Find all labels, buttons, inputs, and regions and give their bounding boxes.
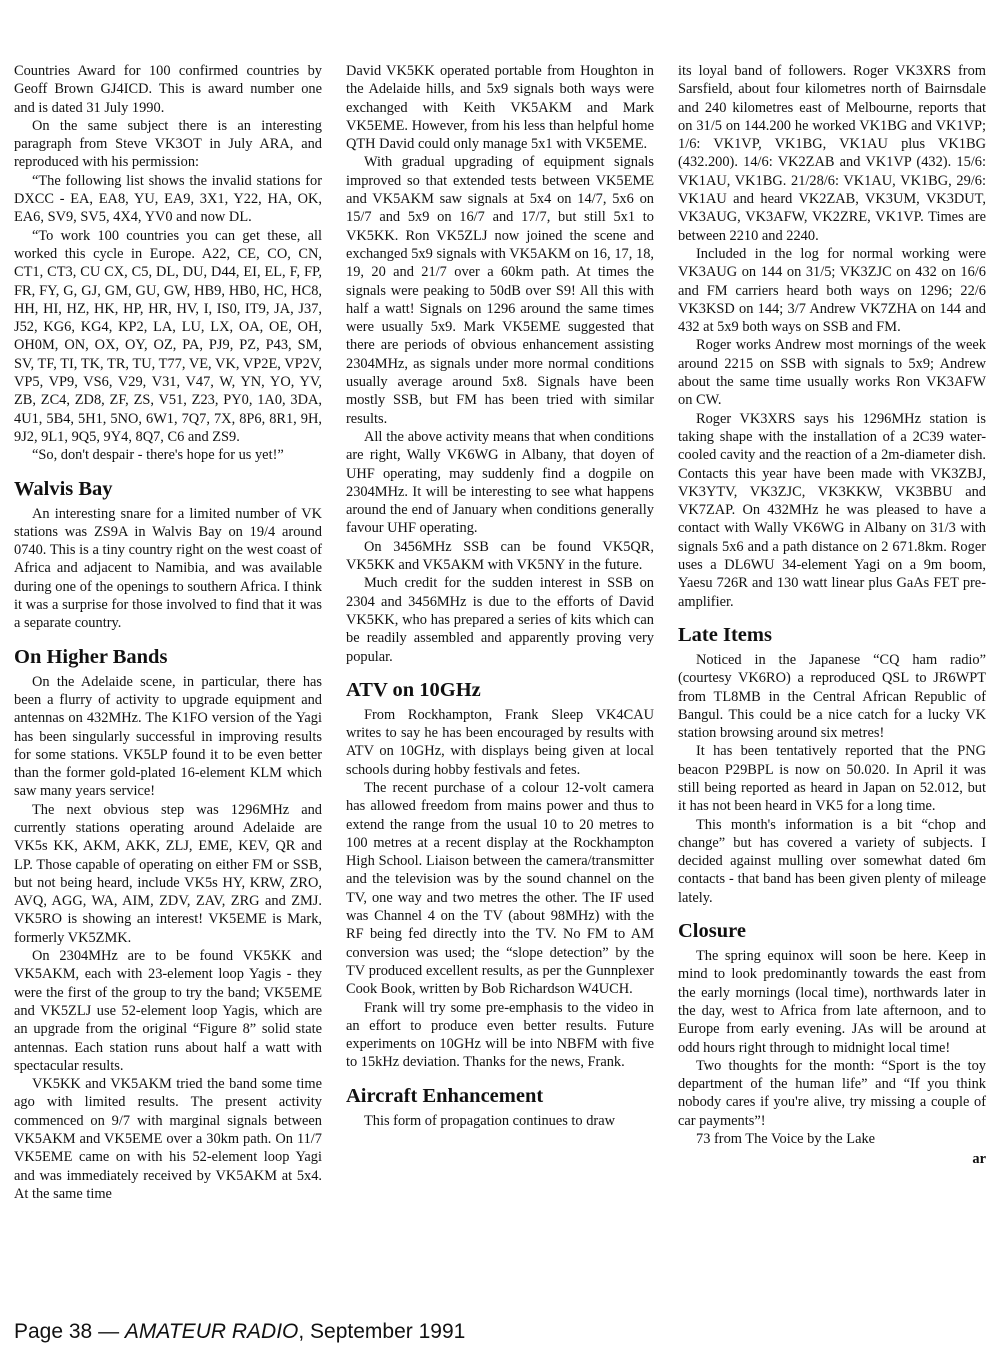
paragraph: Noticed in the Japanese “CQ ham radio” (courtesy VK6RO) a reproduced QSL to JR6WPT from TL8MB in the Central African Republic of Bangul. This could be a nice catch for a lucky VK station browsing around six metres! <box>678 651 986 742</box>
right-column <box>678 62 986 1169</box>
paragraph: The recent purchase of a colour 12-volt camera has allowed freedom from mains power and thus to extend the range from the usual 10 to 20 metres to 100 metres at a recent display at the Rockhampton High School. Liaison between the camera/transmitter and the television was by the sound channel on the TV, one way and two metres the other. The IF used was Channel 4 on the TV (about 98MHz) with the RF being fed directly into the TV. No FM to AM conversion was used; the “slope detection” by the TV produced excellent results, as per the Gunnplexer Cook Book, written by Bob Richardson W4UCH. <box>346 779 654 998</box>
paragraph: Frank will try some pre-emphasis to the video in an effort to produce even better results. Future experiments on 10GHz will be into NBFM with five to 15kHz deviation. Thanks for the news, Frank. <box>346 999 654 1071</box>
paragraph: It has been tentatively reported that the PNG beacon P29BPL is now on 50.020. In April it was still being reported as heard in Japan on 52.012, but it has not been heard in VK5 for a long time. <box>678 743 986 815</box>
section-heading-aircraft: Aircraft Enhancement <box>346 1084 544 1107</box>
paragraph: Countries Award for 100 confirmed countries by Geoff Brown GJ4ICD. This is award number one and is dated 31 July 1990. <box>14 63 322 116</box>
paragraph: “To work 100 countries you can get these, all worked this cycle in Europe. A22, CE, CO, CN, CT1, CT3, CU CX, C5, DL, DU, D44, EI, EL, F, FP, FR, FY, G, GJ, GM, GU, GW, HB9, HB0, HC, HC8, HH, HI, HZ, HK, HP, HR, HV, I, IS0, IT9, JA, J37, J52, KG6, KG4, KP2, LA, LU, LX, OA, OE, OH, OH0M, ON, OX, OY, OZ, PA, PJ9, PZ, P43, SM, SV, TF, TI, TK, TR, TU, T77, VE, VK, VP2E, VP2V, VP5, VP9, VS6, V29, V31, V47, W, YN, YO, YV, ZB, ZC4, ZD8, ZF, ZS, V51, Z23, PY0, 1A0, 3DA, 4U1, 5B4, 5H1, 5NO, 6W1, 7Q7, 7X, 8P6, 8R1, 9H, 9J2, 9L1, 9Q5, 9Y4, 8Q7, C6 and ZS9. <box>14 227 322 445</box>
left-column <box>14 62 322 1203</box>
paragraph: 73 from The Voice by the Lake <box>696 1131 876 1148</box>
paragraph: The next obvious step was 1296MHz and currently stations operating around Adelaide are VK5s KK, AKM, AKK, ZLJ, EME, KEV, QR and LP. Those capable of operating on either FM or SSB, but not being heard, include VK5s HY, KRW, ZRO, AVQ, AGG, WA, AIM, ZDV, ZAV, ZRG and ZMJ. VK5RO is showing an interest! VK5EME is Mark, formerly VK5ZMK. <box>14 801 322 946</box>
paragraph: On the Adelaide scene, in particular, there has been a flurry of activity to upgrade equipment and antennas on 432MHz. The K1FO version of the Yagi has been singularly successful in improving results for some stations. VK5LP found it to be even better than the former gold-plated 16-element KLM which saw many years service! <box>14 673 322 800</box>
footer-page-number: Page 38 — <box>14 1320 125 1343</box>
paragraph: VK5KK and VK5AKM tried the band some time ago with limited results. The present activity commenced on 9/7 with marginal signals between VK5AKM and VK5EME over a 30km path. On 11/7 VK5EME came on with his 52-element loop Yagi and was immediately received by VK5AKM at 5x4. At the same time <box>14 1076 322 1202</box>
paragraph: All the above activity means that when conditions are right, Wally VK6WG in Albany, that doyen of UHF operating, may suddenly find a dogpile on 2304MHz. It will be interesting to see what happens around the end of January when conditions generally favour UHF operating. <box>346 428 654 537</box>
paragraph: “The following list shows the invalid stations for DXCC - EA, EA8, YU, EA9, 3X1, Y22, HA, OK, EA6, SV9, SV5, 4X4, YV0 and now DL. <box>14 172 322 226</box>
section-heading-closure: Closure <box>678 920 746 943</box>
paragraph: This month's information is a bit “chop and change” but has covered a variety of subjects. I decided against mulling over somewhat dated 6m contacts - that band has been given plenty of mileage lately. <box>678 816 986 906</box>
page-footer <box>14 1320 465 1344</box>
section-heading-atv: ATV on 10GHz <box>346 678 481 701</box>
paragraph: Two thoughts for the month: “Sport is the toy department of the human life” and “If you think nobody cares if you're alive, try missing a couple of car payments”! <box>678 1057 986 1129</box>
paragraph: An interesting snare for a limited number of VK stations was ZS9A in Walvis Bay on 19/4 around 0740. This is a tiny country right on the west coast of Africa and adjacent to Namibia, and was available during one of the openings to southern Africa. I think it was a surprise for those involved to find that it was a separate country. <box>14 505 322 632</box>
paragraph: On 3456MHz SSB can be found VK5QR, VK5KK and VK5AKM with VK5NY in the future. <box>346 538 654 574</box>
paragraph: David VK5KK operated portable from Houghton in the Adelaide hills, and 5x9 signals both ways were exchanged with Keith VK5AKM and Mark VK5EME. However, from his less than helpful home QTH David could only manage 5x1 with VK5EME. <box>346 63 654 153</box>
paragraph: its loyal band of followers. Roger VK3XRS from Sarsfield, about four kilometres north of Bairnsdale and 240 kilometres east of Melbourne, reports that on 31/5 on 144.200 he worked VK1BG and VK1VP; 1/6: VK1VP, VK1BG, VK1AU plus VK1BG (432.200). 14/6: VK2ZAB and VK1VP (432). 15/6: VK1AU, VK1BG. 21/28/6: VK1AU, VK1BG, 29/6: VK1AU and heard VK2ZAB, VK3UM, VK3DUT, VK3AUG, VK3AFW, VK2ZRE, VK1VP. Times are between 2210 and 2240. <box>678 63 986 244</box>
paragraph: The spring equinox will soon be here. Keep in mind to look predominantly towards the east from the early mornings (local time), northwards later in the day, west to Africa from late afternoon, and to Europe from early evening. JAs will be around at odd hours right through to midnight local time! <box>678 948 986 1056</box>
footer-magazine-title: AMATEUR RADIO <box>124 1320 299 1343</box>
middle-column <box>346 62 654 1130</box>
paragraph: This form of propagation continues to draw <box>364 1112 615 1129</box>
paragraph: Roger works Andrew most mornings of the week around 2215 on SSB with signals to 5x9; Andrew about the same time usually works Ron VK3AFW on CW. <box>678 337 986 409</box>
paragraph: Roger VK3XRS says his 1296MHz station is taking shape with the installation of a 2C39 water-cooled cavity and the reaction of a 2m-diameter dish. Contacts this year have been made with VK3ZBJ, VK3YTV, VK3ZJC, VK3KKW, VK3BBU and VK7ZAP. On 432MHz he was pleased to have a contact with Wally VK6WG in Albany on 31/3 with signals 5x6 and a path distance on 2 671.8km. Roger uses a DL6WU 34-element Yagi on a 9m boom, Yaesu 726R and 130 watt linear plus GaAs FET pre-amplifier. <box>678 410 986 610</box>
paragraph: Included in the log for normal working were VK3AUG on 144 on 31/5; VK3ZJC on 432 on 16/6 and FM carriers heard both ways on 1296; 22/6 VK3KSD on 144; 3/7 Andrew VK7ZHA on 144 and 432 at 5x9 both ways on SSB and FM. <box>678 245 986 336</box>
end-mark: ar <box>972 1151 986 1168</box>
paragraph: On the same subject there is an interesting paragraph from Steve VK3OT in July ARA, and reproduced with his permission: <box>14 117 322 171</box>
section-heading-higher-bands: On Higher Bands <box>14 645 168 668</box>
section-heading-late-items: Late Items <box>678 623 772 646</box>
footer-date: , September 1991 <box>298 1320 466 1343</box>
section-heading-walvis-bay: Walvis Bay <box>14 477 113 500</box>
paragraph: On 2304MHz are to be found VK5KK and VK5AKM, each with 23-element loop Yagis - they were the first of the group to try the band; VK5EME and VK5ZLJ use 52-element loop Yagis, which are an upgrade from the original “Figure 8” solid state antennas. Each station runs about half a watt with spectacular results. <box>14 948 322 1074</box>
paragraph: From Rockhampton, Frank Sleep VK4CAU writes to say he has been encouraged by results with ATV on 10GHz, with displays being given at local schools during hobby festivals and fetes. <box>346 706 654 778</box>
paragraph: Much credit for the sudden interest in SSB on 2304 and 3456MHz is due to the efforts of David VK5KK, who has prepared a series of kits which can be readily assembled and apparently proving very popular. <box>346 575 654 665</box>
paragraph: “So, don't despair - there's hope for us yet!” <box>32 447 284 464</box>
paragraph: With gradual upgrading of equipment signals improved so that extended tests between VK5EME and VK5AKM saw signals at 5x4 on 14/7, 5x6 on 15/7 and 5x9 on 16/7 and 17/7, but still 5x1 to VK5KK. Ron VK5ZLJ now joined the scene and exchanged 5x9 signals with VK5AKM on 16, 17, 18, 19, 20 and 21/7 over a 60km path. At times the signals were peaking to 50dB over S9! All this with half a watt! Signals on 1296 around the same times were usually 5x9. Mark VK5EME suggested that there are periods of obvious enhancement assisting 2304MHz, as signals under more normal conditions usually average around 5x8. Signals have been mostly SSB, but FM has been tried with similar results. <box>346 154 654 427</box>
